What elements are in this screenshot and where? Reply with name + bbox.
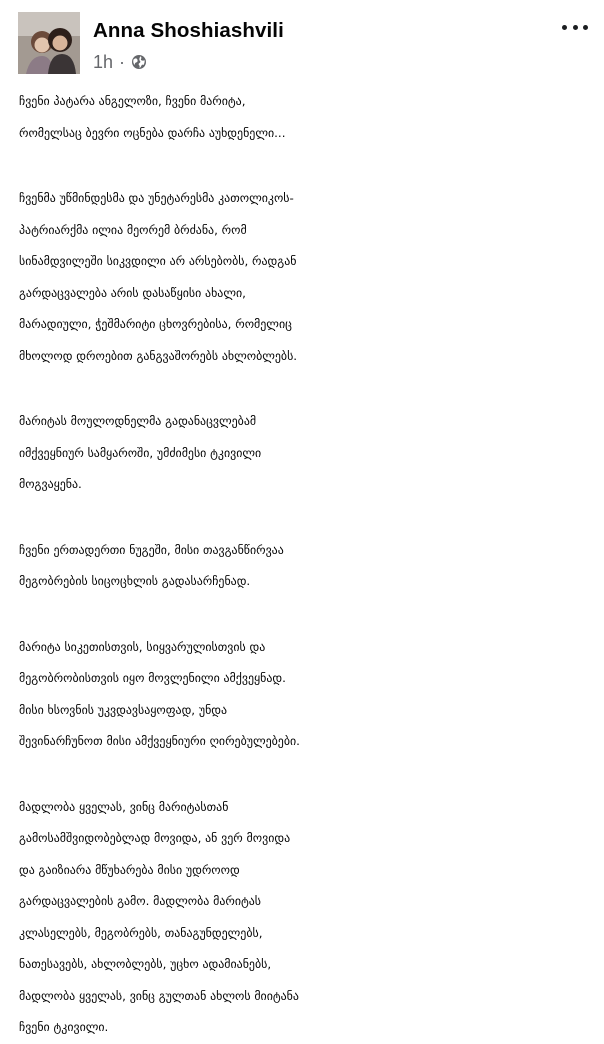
author-name[interactable]: Anna Shoshiashvili — [93, 19, 284, 42]
post-text-line: მარიტას მოულოდნელმა გადანაცვლებამ — [19, 414, 257, 428]
post-text-line: იმქვეყნიურ სამყაროში, უმძიმესი ტკივილი — [19, 445, 262, 460]
post-meta — [93, 51, 147, 73]
post-text-line: მისი ხსოვნის უკვდავსაყოფად, უნდა — [19, 702, 228, 717]
post-text-line: სინამდვილეში სიკვდილი არ არსებობს, რადგან — [19, 254, 297, 268]
author-avatar[interactable] — [18, 12, 80, 74]
post-paragraph — [19, 183, 595, 372]
post-paragraph — [19, 86, 595, 149]
post-text-line: ჩვენმა უწმინდესმა და უნეტარესმა კათოლიკოს- — [19, 191, 294, 205]
post-paragraph — [19, 406, 595, 501]
more-dot — [583, 25, 588, 30]
post-text-line: გარდაცვალების გამო. მადლობა მარიტას — [19, 894, 262, 908]
post-text-line: მეგობრების სიცოცხლის გადასარჩენად. — [19, 574, 251, 588]
post-text-line: ჩვენი პატარა ანგელოზი, ჩვენი მარიტა, — [19, 94, 246, 108]
post-text-line: კლასელებს, მეგობრებს, თანაგუნდელებს, — [19, 925, 263, 940]
more-options-icon[interactable] — [562, 22, 588, 32]
post-text-line: და გაიზიარა მწუხარება მისი უდროოდ — [19, 862, 240, 877]
post-text-line: პატრიარქმა ილია მეორემ ბრძანა, რომ — [19, 222, 247, 237]
post-paragraph — [19, 632, 595, 758]
post-paragraph — [19, 535, 595, 598]
post-text-line: ნათესავებს, ახლობლებს, უცხო ადამიანებს, — [19, 957, 272, 971]
post-text-line: შევინარჩუნოთ მისი ამქვეყნიური ღირებულებები. — [19, 734, 300, 748]
post-text-line: მოგვაყენა. — [19, 477, 82, 491]
post-text-line: ჩვენი ერთადერთი ნუგეში, მისი თავგანწირვაა — [19, 542, 284, 557]
post-timestamp[interactable]: 1h — [93, 51, 114, 72]
more-dot — [562, 25, 567, 30]
globe-icon[interactable] — [131, 54, 147, 70]
post-text-line: მადლობა ყველას, ვინც გულთან ახლოს მიიტანა — [19, 988, 299, 1003]
post-paragraph — [19, 792, 595, 1044]
post-text-line: გამოსამშვიდობებლად მოვიდა, ან ვერ მოვიდა — [19, 831, 291, 845]
meta-separator: · — [119, 52, 126, 72]
post-header — [0, 0, 604, 78]
post-text-line: რომელსაც ბევრი ოცნება დარჩა აუხდენელი... — [19, 125, 286, 140]
avatar-photo — [18, 12, 80, 74]
post-text-line: მხოლოდ დროებით განგვაშორებს ახლობლებს. — [19, 348, 298, 363]
post-text-line: მეგობრობისთვის იყო მოვლენილი ამქვეყნად. — [19, 671, 286, 685]
more-dot — [573, 25, 578, 30]
post-text — [19, 86, 595, 1044]
post-text-line: მარადიული, ჭეშმარიტი ცხოვრებისა, რომელიც — [19, 317, 292, 331]
post-text-line: ჩვენი ტკივილი. — [19, 1020, 109, 1034]
post-text-line: მადლობა ყველას, ვინც მარიტასთან — [19, 799, 229, 814]
post-text-line: მარიტა სიკეთისთვის, სიყვარულისთვის და — [19, 639, 266, 654]
post-text-line: გარდაცვალება არის დასაწყისი ახალი, — [19, 285, 246, 300]
